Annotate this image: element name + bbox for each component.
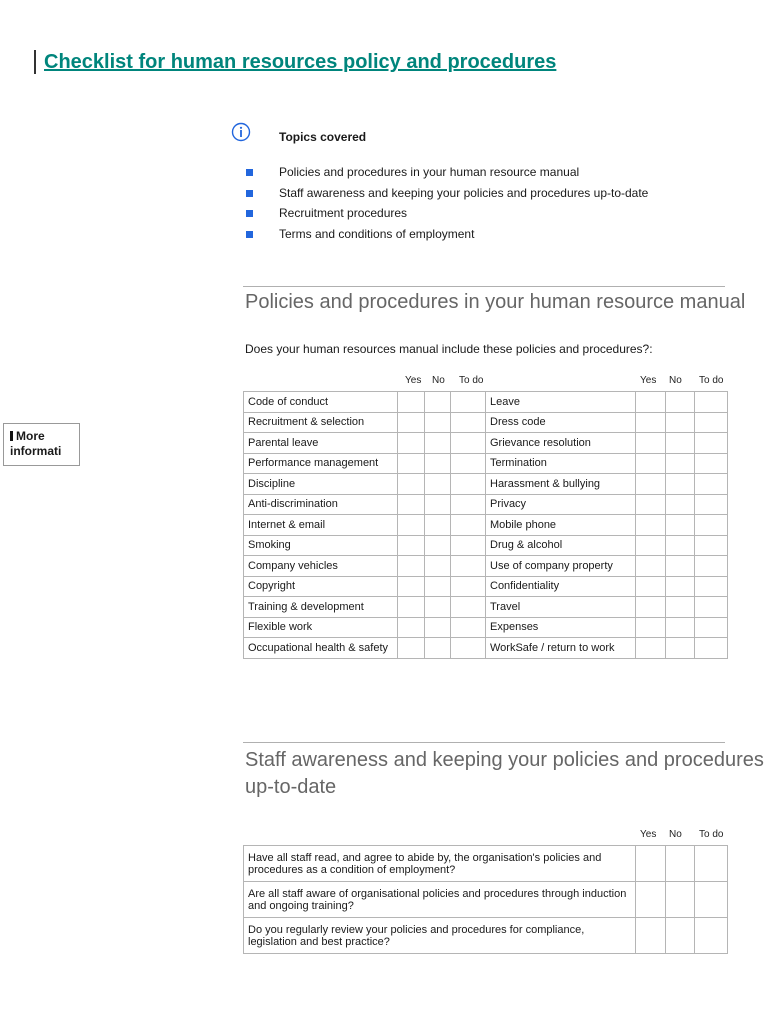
yes-checkbox[interactable] bbox=[398, 576, 425, 597]
policy-label: Copyright bbox=[244, 576, 398, 597]
todo-checkbox[interactable] bbox=[451, 453, 486, 474]
todo-checkbox[interactable] bbox=[695, 597, 728, 618]
policy-label: Harassment & bullying bbox=[486, 474, 636, 495]
yes-checkbox[interactable] bbox=[636, 515, 666, 536]
marker-icon bbox=[10, 431, 13, 441]
no-checkbox[interactable] bbox=[666, 597, 695, 618]
table-row bbox=[244, 918, 728, 954]
yes-checkbox[interactable] bbox=[636, 882, 666, 918]
policy-label: Training & development bbox=[244, 597, 398, 618]
todo-checkbox[interactable] bbox=[695, 846, 728, 882]
policy-label: Smoking bbox=[244, 535, 398, 556]
info-icon bbox=[231, 122, 251, 142]
yes-checkbox[interactable] bbox=[398, 638, 425, 659]
topic-label: Policies and procedures in your human resource manual bbox=[279, 165, 580, 179]
no-checkbox[interactable] bbox=[666, 846, 695, 882]
column-header-no: No bbox=[432, 375, 445, 386]
no-checkbox[interactable] bbox=[666, 576, 695, 597]
yes-checkbox[interactable] bbox=[636, 474, 666, 495]
no-checkbox[interactable] bbox=[425, 494, 451, 515]
policy-label: Occupational health & safety bbox=[244, 638, 398, 659]
todo-checkbox[interactable] bbox=[695, 412, 728, 433]
todo-checkbox[interactable] bbox=[695, 882, 728, 918]
policies-table bbox=[243, 391, 728, 659]
question-label: Have all staff read, and agree to abide by, the organisation's policies and procedures as a condition of employment? bbox=[244, 846, 636, 882]
table-row bbox=[244, 576, 728, 597]
yes-checkbox[interactable] bbox=[636, 556, 666, 577]
topic-label: Staff awareness and keeping your policies and procedures up-to-date bbox=[279, 185, 649, 200]
topic-item[interactable] bbox=[246, 186, 648, 207]
table-row bbox=[244, 882, 728, 918]
policy-label: Company vehicles bbox=[244, 556, 398, 577]
table-row bbox=[244, 556, 728, 577]
topic-label: Recruitment procedures bbox=[279, 206, 408, 220]
no-checkbox[interactable] bbox=[425, 556, 451, 577]
policy-label: Code of conduct bbox=[244, 392, 398, 413]
yes-checkbox[interactable] bbox=[398, 535, 425, 556]
policy-label: Parental leave bbox=[244, 433, 398, 454]
yes-checkbox[interactable] bbox=[636, 535, 666, 556]
no-checkbox[interactable] bbox=[666, 535, 695, 556]
column-header-yes: Yes bbox=[640, 829, 657, 840]
no-checkbox[interactable] bbox=[425, 433, 451, 454]
more-information-label: More informati bbox=[10, 429, 62, 458]
yes-checkbox[interactable] bbox=[398, 515, 425, 536]
column-header-yes: Yes bbox=[405, 375, 422, 386]
todo-checkbox[interactable] bbox=[695, 535, 728, 556]
no-checkbox[interactable] bbox=[425, 617, 451, 638]
no-checkbox[interactable] bbox=[666, 392, 695, 413]
yes-checkbox[interactable] bbox=[398, 453, 425, 474]
todo-checkbox[interactable] bbox=[695, 392, 728, 413]
topic-item[interactable] bbox=[246, 206, 648, 227]
todo-checkbox[interactable] bbox=[451, 515, 486, 536]
todo-checkbox[interactable] bbox=[451, 412, 486, 433]
policy-label: Use of company property bbox=[486, 556, 636, 577]
yes-checkbox[interactable] bbox=[636, 494, 666, 515]
column-header-no: No bbox=[669, 829, 682, 840]
todo-checkbox[interactable] bbox=[695, 474, 728, 495]
yes-checkbox[interactable] bbox=[636, 918, 666, 954]
no-checkbox[interactable] bbox=[666, 638, 695, 659]
yes-checkbox[interactable] bbox=[398, 556, 425, 577]
todo-checkbox[interactable] bbox=[451, 392, 486, 413]
todo-checkbox[interactable] bbox=[695, 515, 728, 536]
no-checkbox[interactable] bbox=[666, 617, 695, 638]
todo-checkbox[interactable] bbox=[695, 453, 728, 474]
todo-checkbox[interactable] bbox=[695, 576, 728, 597]
todo-checkbox[interactable] bbox=[695, 433, 728, 454]
no-checkbox[interactable] bbox=[666, 474, 695, 495]
section-divider bbox=[243, 742, 725, 743]
table-row bbox=[244, 846, 728, 882]
bullet-icon bbox=[246, 190, 253, 197]
todo-checkbox[interactable] bbox=[695, 638, 728, 659]
policy-label: Termination bbox=[486, 453, 636, 474]
policy-label: Confidentiality bbox=[486, 576, 636, 597]
yes-checkbox[interactable] bbox=[636, 392, 666, 413]
policy-label: Performance management bbox=[244, 453, 398, 474]
todo-checkbox[interactable] bbox=[451, 433, 486, 454]
yes-checkbox[interactable] bbox=[398, 392, 425, 413]
todo-checkbox[interactable] bbox=[451, 638, 486, 659]
no-checkbox[interactable] bbox=[666, 494, 695, 515]
todo-checkbox[interactable] bbox=[451, 474, 486, 495]
question-label: Do you regularly review your policies and procedures for compliance, legislation and best practice? bbox=[244, 918, 636, 954]
no-checkbox[interactable] bbox=[425, 474, 451, 495]
section-heading-staff-awareness: Staff awareness and keeping your policies and procedures up-to-date bbox=[245, 749, 764, 798]
column-header-no: No bbox=[669, 375, 682, 386]
yes-checkbox[interactable] bbox=[636, 846, 666, 882]
table-row bbox=[244, 597, 728, 618]
column-header-todo: To do bbox=[699, 375, 724, 386]
policy-label: Privacy bbox=[486, 494, 636, 515]
policy-label: Dress code bbox=[486, 412, 636, 433]
column-header-todo: To do bbox=[699, 829, 724, 840]
policy-label: Discipline bbox=[244, 474, 398, 495]
topics-list bbox=[246, 165, 648, 247]
no-checkbox[interactable] bbox=[666, 882, 695, 918]
todo-checkbox[interactable] bbox=[451, 535, 486, 556]
no-checkbox[interactable] bbox=[425, 535, 451, 556]
column-header-todo: To do bbox=[459, 375, 484, 386]
policy-label: WorkSafe / return to work bbox=[486, 638, 636, 659]
yes-checkbox[interactable] bbox=[398, 617, 425, 638]
table-row bbox=[244, 474, 728, 495]
no-checkbox[interactable] bbox=[425, 597, 451, 618]
no-checkbox[interactable] bbox=[425, 392, 451, 413]
bullet-icon bbox=[246, 210, 253, 217]
table-row bbox=[244, 617, 728, 638]
yes-checkbox[interactable] bbox=[398, 597, 425, 618]
policy-label: Drug & alcohol bbox=[486, 535, 636, 556]
topic-label: Terms and conditions of employment bbox=[279, 226, 475, 241]
todo-checkbox[interactable] bbox=[695, 494, 728, 515]
no-checkbox[interactable] bbox=[425, 638, 451, 659]
staff-awareness-table bbox=[243, 845, 728, 954]
table-row bbox=[244, 433, 728, 454]
no-checkbox[interactable] bbox=[425, 453, 451, 474]
policy-label: Expenses bbox=[486, 617, 636, 638]
section-divider bbox=[243, 286, 725, 287]
yes-checkbox[interactable] bbox=[398, 433, 425, 454]
more-information-button[interactable] bbox=[3, 423, 80, 466]
table-row bbox=[244, 412, 728, 433]
yes-checkbox[interactable] bbox=[398, 474, 425, 495]
policy-label: Travel bbox=[486, 597, 636, 618]
yes-checkbox[interactable] bbox=[636, 453, 666, 474]
page-title[interactable]: Checklist for human resources policy and procedures bbox=[44, 51, 557, 73]
topic-item[interactable] bbox=[246, 165, 648, 186]
question-label: Are all staff aware of organisational policies and procedures through induction and ongoing training? bbox=[244, 882, 636, 918]
policies-question: Does your human resources manual include these policies and procedures?: bbox=[245, 342, 653, 356]
todo-checkbox[interactable] bbox=[451, 576, 486, 597]
no-checkbox[interactable] bbox=[666, 453, 695, 474]
no-checkbox[interactable] bbox=[425, 412, 451, 433]
yes-checkbox[interactable] bbox=[398, 412, 425, 433]
no-checkbox[interactable] bbox=[666, 433, 695, 454]
no-checkbox[interactable] bbox=[666, 515, 695, 536]
column-header-yes: Yes bbox=[640, 375, 657, 386]
no-checkbox[interactable] bbox=[666, 556, 695, 577]
yes-checkbox[interactable] bbox=[636, 433, 666, 454]
table-row bbox=[244, 515, 728, 536]
no-checkbox[interactable] bbox=[666, 918, 695, 954]
table-row bbox=[244, 392, 728, 413]
todo-checkbox[interactable] bbox=[451, 556, 486, 577]
policy-label: Flexible work bbox=[244, 617, 398, 638]
todo-checkbox[interactable] bbox=[451, 494, 486, 515]
table-row bbox=[244, 638, 728, 659]
policy-label: Recruitment & selection bbox=[244, 412, 398, 433]
policy-label: Anti-discrimination bbox=[244, 494, 398, 515]
yes-checkbox[interactable] bbox=[636, 638, 666, 659]
yes-checkbox[interactable] bbox=[636, 412, 666, 433]
todo-checkbox[interactable] bbox=[451, 617, 486, 638]
section-heading-policies: Policies and procedures in your human resource manual bbox=[245, 291, 746, 313]
policy-label: Mobile phone bbox=[486, 515, 636, 536]
todo-checkbox[interactable] bbox=[695, 918, 728, 954]
todo-checkbox[interactable] bbox=[451, 597, 486, 618]
policy-label: Leave bbox=[486, 392, 636, 413]
yes-checkbox[interactable] bbox=[636, 597, 666, 618]
yes-checkbox[interactable] bbox=[398, 494, 425, 515]
no-checkbox[interactable] bbox=[425, 576, 451, 597]
topics-heading: Topics covered bbox=[279, 130, 367, 144]
policy-label: Grievance resolution bbox=[486, 433, 636, 454]
no-checkbox[interactable] bbox=[666, 412, 695, 433]
todo-checkbox[interactable] bbox=[695, 556, 728, 577]
todo-checkbox[interactable] bbox=[695, 617, 728, 638]
yes-checkbox[interactable] bbox=[636, 576, 666, 597]
table-row bbox=[244, 453, 728, 474]
yes-checkbox[interactable] bbox=[636, 617, 666, 638]
policy-label: Internet & email bbox=[244, 515, 398, 536]
title-marker bbox=[34, 50, 36, 74]
topic-item[interactable] bbox=[246, 227, 648, 248]
table-row bbox=[244, 535, 728, 556]
no-checkbox[interactable] bbox=[425, 515, 451, 536]
bullet-icon bbox=[246, 231, 253, 238]
bullet-icon bbox=[246, 169, 253, 176]
table-row bbox=[244, 494, 728, 515]
